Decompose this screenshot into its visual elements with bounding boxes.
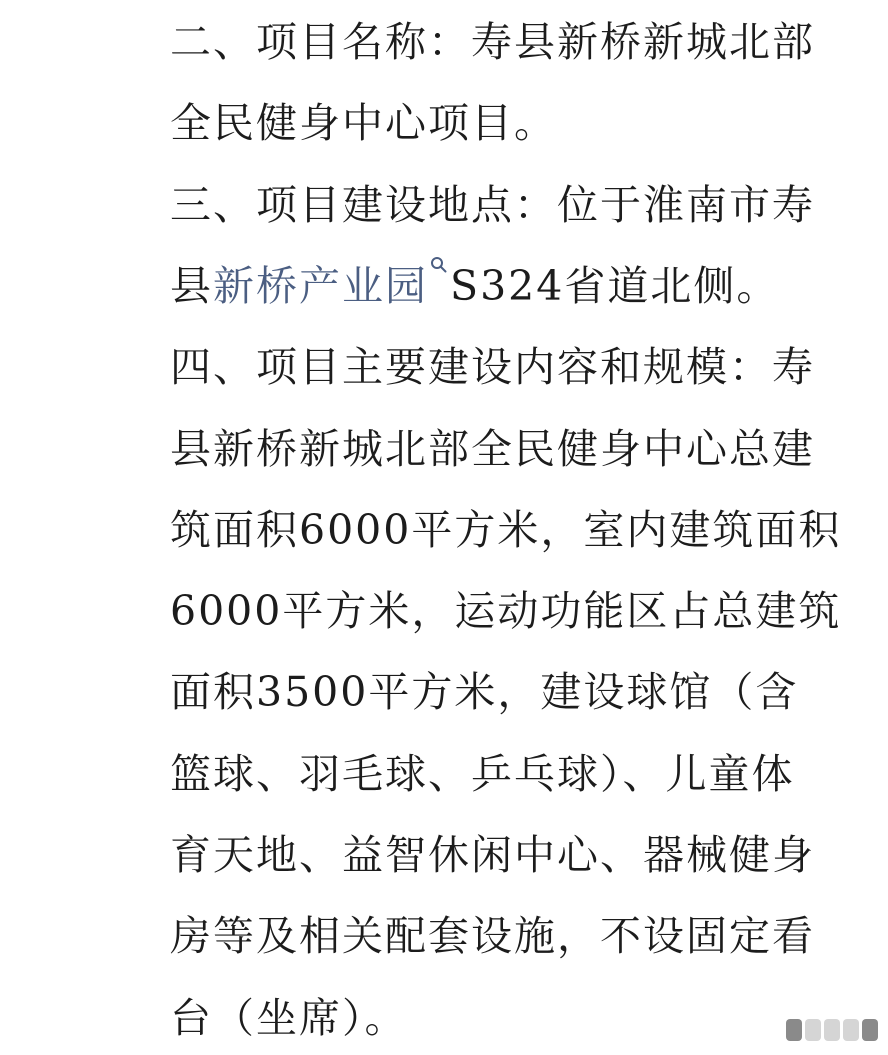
watermark-bar xyxy=(805,1019,821,1041)
text-line: 房等及相关配套设施，不设固定看 xyxy=(170,912,815,960)
search-icon[interactable] xyxy=(430,256,448,274)
watermark-bar xyxy=(786,1019,802,1041)
text-line: 面积3500平方米，建设球馆（含 xyxy=(170,668,799,716)
text-line: 三、项目建设地点：位于淮南市寿 xyxy=(170,181,815,229)
text-segment: S324省道北侧。 xyxy=(450,262,780,310)
text-line: 台（坐席）。 xyxy=(170,994,408,1042)
text-line: 6000平方米，运动功能区占总建筑 xyxy=(170,587,842,635)
text-line: 育天地、益智休闲中心、器械健身 xyxy=(170,831,815,879)
text-segment: 县 xyxy=(170,262,213,310)
watermark-bar xyxy=(862,1019,878,1041)
watermark-bar xyxy=(824,1019,840,1041)
text-line: 筑面积6000平方米，室内建筑面积 xyxy=(170,506,842,554)
watermark-logo xyxy=(786,1019,878,1041)
watermark-bar xyxy=(843,1019,859,1041)
keyword-link[interactable]: 新桥产业园 xyxy=(213,262,428,310)
text-line-with-link xyxy=(170,256,779,316)
text-line: 篮球、羽毛球、乒乓球）、儿童体 xyxy=(170,750,795,798)
text-line: 二、项目名称：寿县新桥新城北部 xyxy=(170,18,815,66)
text-line: 四、项目主要建设内容和规模：寿 xyxy=(170,343,815,391)
text-line: 县新桥新城北部全民健身中心总建 xyxy=(170,425,815,473)
text-line: 全民健身中心项目。 xyxy=(170,99,557,147)
